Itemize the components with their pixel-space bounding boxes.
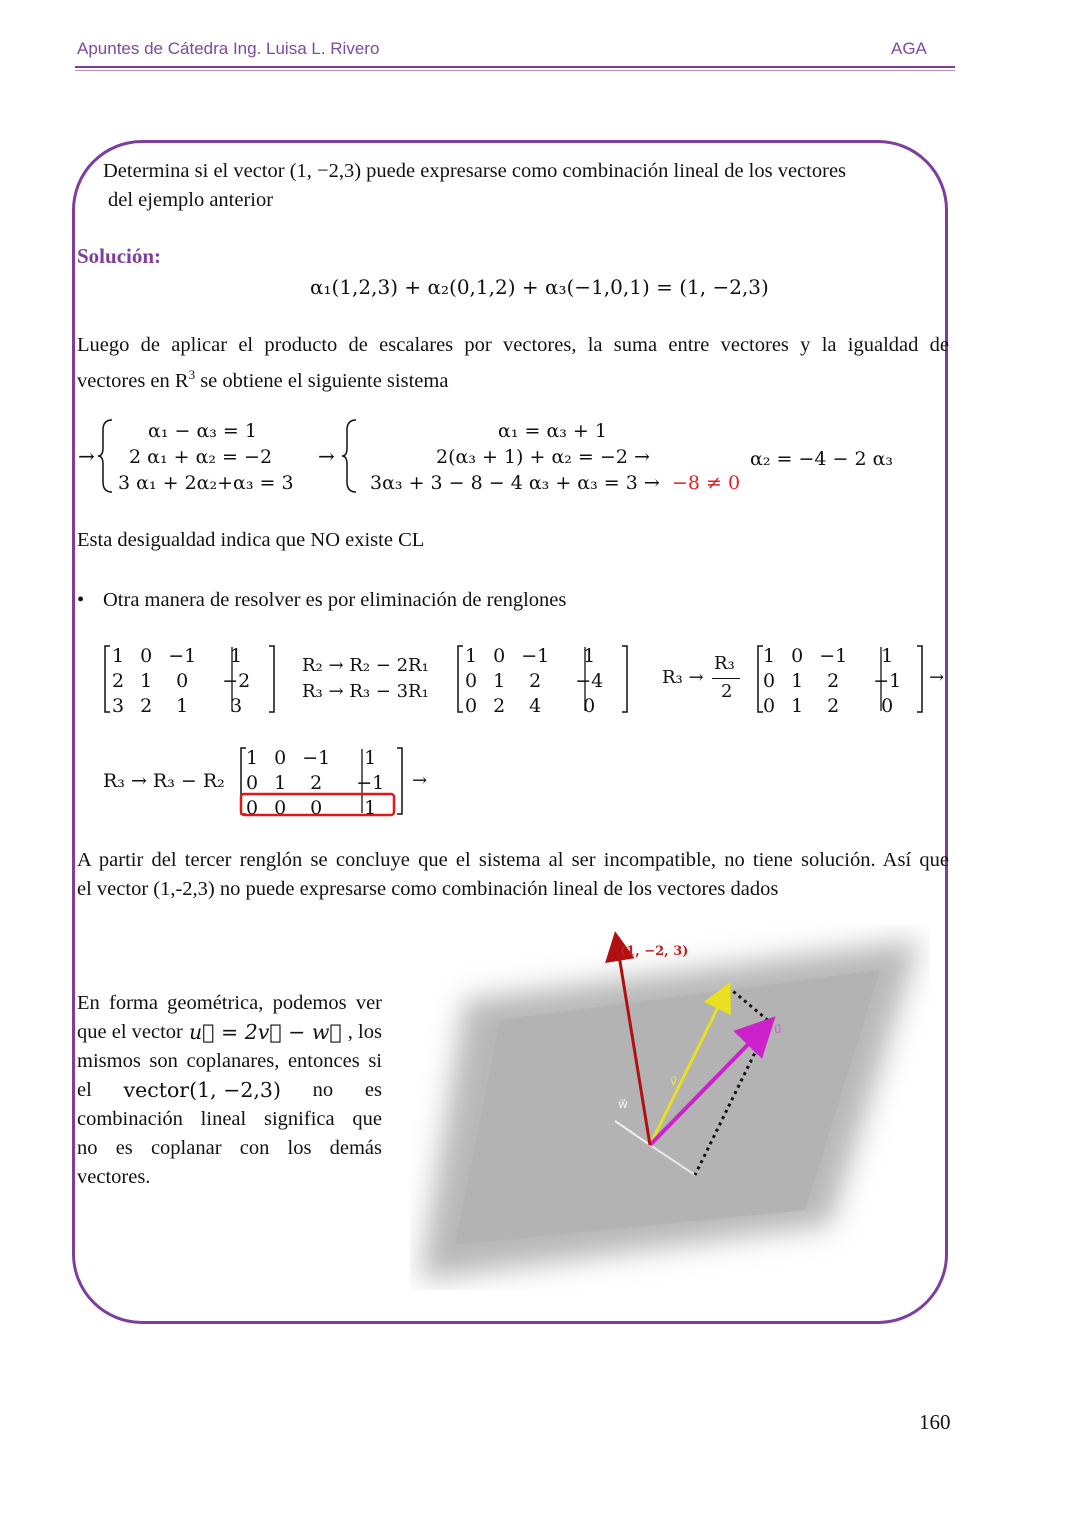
label-v: v⃗ [670, 1074, 678, 1088]
matrix4-cell: −1 [356, 772, 385, 794]
matrix4-cell: 0 [246, 797, 259, 819]
row-op-2: R₃ → R₃ − 3R₁ [302, 681, 429, 702]
matrix3-cell: −1 [873, 670, 902, 692]
matrix2-cell: 0 [465, 670, 478, 692]
header-course: AGA [891, 39, 927, 58]
matrix1-cell: 2 [112, 670, 125, 692]
brace-2-icon [340, 418, 360, 494]
system1-eq-2: 2 α₁ + α₂ = −2 [129, 446, 273, 468]
matrix1-cell: 3 [230, 695, 243, 717]
matrix3-cell: 0 [763, 695, 776, 717]
matrix2-cell: 2 [493, 695, 506, 717]
matrix2-cell: 0 [583, 695, 596, 717]
geo-line-2 [77, 1018, 382, 1047]
system2-eq-3: 3α₃ + 3 − 8 − 4 α₃ + α₃ = 3 → [370, 472, 660, 494]
matrix1-cell: 1 [112, 645, 125, 667]
matrix3-cell: 1 [763, 645, 776, 667]
matrix1-cell: 0 [140, 645, 153, 667]
matrix4-cell: 1 [246, 747, 259, 769]
matrix1-row [104, 644, 258, 669]
matrix3-row [755, 694, 909, 719]
para1-line2 [77, 360, 448, 396]
geo-line-4b: vector(1, −2,3) [123, 1078, 281, 1102]
solution-label: Solución: [77, 244, 162, 268]
matrix4-cell: 0 [246, 772, 259, 794]
geo-line-2a: que el vector [77, 1021, 183, 1043]
matrix4-cell: 1 [274, 772, 287, 794]
arrow-after-matrix-3: → [929, 667, 945, 688]
para2-line1: A partir del tercer renglón se concluye que el sistema al ser incompatible, no tiene solución. Así que [77, 849, 949, 871]
geo-paragraph [77, 989, 382, 1192]
matrix1-cell: 2 [140, 695, 153, 717]
matrix2-cell: 2 [529, 670, 542, 692]
matrix-1-values [104, 644, 258, 719]
matrix1-row [104, 694, 258, 719]
para2-line2: el vector (1,-2,3) no puede expresarse como combinación lineal de los vectores dados [77, 878, 779, 900]
main-equation: α₁(1,2,3) + α₂(0,1,2) + α₃(−1,0,1) = (1, −2,3) [310, 275, 769, 299]
geo-line-4d: es [364, 1079, 382, 1101]
system1-eq-1: α₁ − α₃ = 1 [148, 420, 257, 442]
geo-line-5: combinación lineal significa que [77, 1108, 382, 1130]
label-u: u⃗ [774, 1022, 782, 1036]
matrix4-cell: 0 [274, 797, 287, 819]
matrix3-cell: −1 [819, 645, 848, 667]
matrix4-row [238, 796, 392, 821]
geo-line-4 [77, 1076, 382, 1105]
matrix2-cell: 1 [583, 645, 596, 667]
matrix1-cell: 1 [230, 645, 243, 667]
row-op-3-left: R₃ → [662, 667, 704, 688]
matrix3-cell: 0 [763, 670, 776, 692]
para1-superscript: 3 [188, 367, 196, 382]
matrix3-cell: 1 [881, 645, 894, 667]
system2-eq-2: 2(α₃ + 1) + α₂ = −2 → [436, 446, 650, 468]
para1-line1: Luego de aplicar el producto de escalares por vectores, la suma entre vectores y la igualdad de [77, 334, 949, 356]
system-arrow-2: → [318, 444, 335, 468]
para1-text-a: vectores en R [77, 369, 189, 392]
matrix3-cell: 1 [791, 695, 804, 717]
vector-plane-figure [410, 925, 930, 1290]
geo-line-4c: no [312, 1079, 334, 1101]
matrix3-cell: 0 [791, 645, 804, 667]
matrix-2-values [457, 644, 611, 719]
header-title: Apuntes de Cátedra Ing. Luisa L. Rivero [77, 39, 380, 58]
matrix2-row [457, 644, 611, 669]
matrix1-cell: 3 [112, 695, 125, 717]
row-op-3-num: R₃ [714, 653, 735, 674]
matrix3-cell: 2 [827, 695, 840, 717]
matrix2-cell: 1 [493, 670, 506, 692]
system2-result: −8 ≠ 0 [672, 472, 741, 494]
matrix4-cell: 0 [274, 747, 287, 769]
matrix4-cell: −1 [302, 747, 331, 769]
matrix4-cell: 0 [310, 797, 323, 819]
row-op-4: R₃ → R₃ − R₂ [103, 770, 225, 792]
matrix4-cell: 1 [364, 747, 377, 769]
matrix2-cell: 0 [493, 645, 506, 667]
matrix2-row [457, 694, 611, 719]
problem-line-1: Determina si el vector (1, −2,3) puede expresarse como combinación lineal de los vectores [103, 160, 847, 182]
matrix4-cell: 2 [310, 772, 323, 794]
arrow-after-matrix-4: → [412, 770, 428, 791]
label-vector-123: (1, −2, 3) [620, 944, 689, 959]
matrix1-cell: −2 [222, 670, 251, 692]
row-op-1: R₂ → R₂ − 2R₁ [302, 655, 429, 676]
matrix4-cell: 1 [364, 797, 377, 819]
header-rule-thin [75, 70, 955, 71]
matrix2-cell: −1 [521, 645, 550, 667]
geo-line-2c: , los [347, 1021, 382, 1043]
matrix1-cell: 1 [140, 670, 153, 692]
matrix2-cell: 1 [465, 645, 478, 667]
para1-text-b: se obtiene el siguiente sistema [195, 369, 449, 392]
problem-line-2: del ejemplo anterior [108, 189, 274, 211]
matrix-4-values [238, 746, 392, 821]
label-w: w⃗ [618, 1097, 628, 1111]
matrix1-cell: −1 [168, 645, 197, 667]
bullet-text: Otra manera de resolver es por eliminación de renglones [103, 589, 567, 611]
matrix3-row [755, 644, 909, 669]
conclusion-1: Esta desigualdad indica que NO existe CL [77, 529, 425, 551]
system-arrow-1: → [78, 444, 95, 468]
matrix2-row [457, 669, 611, 694]
matrix2-cell: 4 [529, 695, 542, 717]
brace-1-icon [96, 418, 116, 494]
system2-eq-1: α₁ = α₃ + 1 [498, 420, 607, 442]
page-number: 160 [919, 1410, 951, 1434]
matrix3-row [755, 669, 909, 694]
matrix3-cell: 0 [881, 695, 894, 717]
alpha2-expression: α₂ = −4 − 2 α₃ [750, 448, 894, 470]
geo-line-3: mismos son coplanares, entonces si [77, 1050, 382, 1072]
matrix1-cell: 0 [176, 670, 189, 692]
bullet-icon: • [77, 589, 85, 611]
matrix3-cell: 1 [791, 670, 804, 692]
row-op-3-den: 2 [721, 681, 733, 702]
matrix3-cell: 2 [827, 670, 840, 692]
matrix4-row [238, 771, 392, 796]
matrix2-cell: −4 [575, 670, 604, 692]
matrix1-cell: 1 [176, 695, 189, 717]
matrix4-row [238, 746, 392, 771]
matrix1-row [104, 669, 258, 694]
matrix2-cell: 0 [465, 695, 478, 717]
geo-line-4a: el [77, 1079, 92, 1101]
header-rule [75, 66, 955, 68]
geo-line-1: En forma geométrica, podemos ver [77, 992, 382, 1014]
fraction-bar [712, 678, 740, 679]
geo-line-6: no es coplanar con los demás [77, 1137, 382, 1159]
geo-line-7: vectores. [77, 1166, 151, 1188]
geo-line-2b: u⃗ = 2v⃗ − w⃗ [188, 1020, 342, 1044]
system1-eq-3: 3 α₁ + 2α₂+α₃ = 3 [118, 472, 294, 494]
matrix-3-values [755, 644, 909, 719]
